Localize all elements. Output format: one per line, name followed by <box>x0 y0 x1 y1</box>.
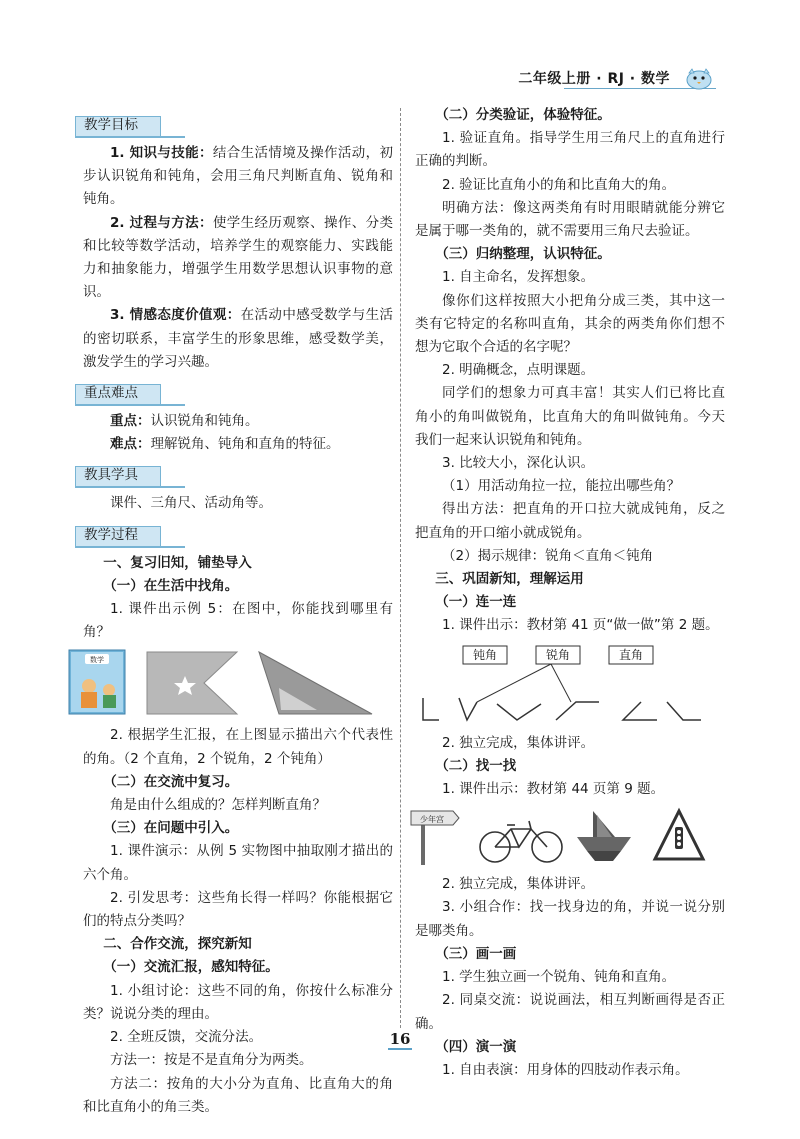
label-acute: 锐角 <box>545 647 571 662</box>
subheading: （三）在问题中引入。 <box>103 820 239 837</box>
section-tag-label: 重点难点 <box>84 385 138 402</box>
paragraph: 1. 课件演示：从例 5 实物图中抽取刚才描出的六个角。 <box>83 843 393 883</box>
page-number <box>383 1030 417 1052</box>
penguin-mascot-icon <box>684 66 714 90</box>
connector-line <box>477 664 551 702</box>
header-title: 二年级上册 · RJ · 数学 <box>518 71 670 87</box>
paragraph: （2）揭示规律：锐角＜直角＜钝角 <box>442 547 654 564</box>
paragraph: （1）用活动角拉一拉，能拉出哪些角？ <box>442 478 681 495</box>
heading-step-3: 三、巩固新知，理解运用 <box>435 571 584 588</box>
book-cover-label: 数学 <box>90 656 104 665</box>
paragraph: 1. 小组讨论：这些不同的角，你按什么标准分类？说说分类的理由。 <box>83 982 393 1022</box>
paragraph: 方法一：按是不是直角分为两类。 <box>110 1052 313 1069</box>
goal-item-2: 2. 过程与方法：使学生经历观察、操作、分类和比较等数学活动，培养学生的观察能力、实践能力和抽象能力，增强学生用数学思想认识事物的意识。 <box>83 214 393 301</box>
angle-obtuse-2 <box>556 702 599 720</box>
paragraph: 1. 验证直角。指导学生用三角尺上的直角进行正确的判断。 <box>415 130 725 170</box>
paragraph: 明确方法：像这两类角有时用眼睛就能分辨它是属于哪一类角的，就不需要用三角尺去验证。 <box>415 199 725 240</box>
paragraph: 同学们的想象力可真丰富！其实人们已将比直角小的角叫做锐角，比直角大的角叫做钝角。今天我们一起来认识锐角和钝角。 <box>415 385 725 448</box>
column-divider <box>400 108 401 1028</box>
paragraph: 角是由什么组成的？怎样判断直角？ <box>110 797 326 814</box>
subheading: （一）交流汇报，感知特征。 <box>103 959 279 976</box>
tangram-boat-icon <box>577 811 631 861</box>
angle-right-1 <box>423 698 439 720</box>
subheading: （一）在生活中找角。 <box>103 577 239 594</box>
subheading: （二）分类验证，体验特征。 <box>435 107 611 123</box>
paragraph: 得出方法：把直角的开口拉大就成钝角，反之把直角的开口缩小就成锐角。 <box>415 501 725 541</box>
bicycle-icon <box>480 821 562 862</box>
label-right: 直角 <box>618 647 644 662</box>
section-tag-label: 教学目标 <box>84 117 138 133</box>
goal-item-3: 3. 情感态度价值观：在活动中感受数学与生活的密切联系，丰富学生的形象思维，感受数学美，激发学生的学习兴趣。 <box>83 307 393 370</box>
heading-step-1: 一、复习旧知，铺垫导入 <box>103 554 252 571</box>
subheading: （二）在交流中复习。 <box>103 773 239 790</box>
paragraph: 方法二：按角的大小分为直角、比直角大的角和比直角小的角三类。 <box>83 1075 393 1115</box>
paragraph: 2. 独立完成，集体讲评。 <box>442 876 595 893</box>
paragraph: 3. 比较大小，深化认识。 <box>442 455 595 472</box>
heading-step-2: 二、合作交流，探究新知 <box>103 936 252 953</box>
paragraph: 1. 课件出示：教材第 41 页“做一做”第 2 题。 <box>442 617 719 634</box>
paragraph: 2. 根据学生汇报，在上图显示描出六个代表性的角。（2 个直角，2 个锐角，2 个钝角） <box>83 727 393 767</box>
paragraph: 3. 小组合作：找一找身边的角，并说一说分别是哪类角。 <box>415 899 725 939</box>
match-angles-diagram <box>401 644 721 726</box>
sign-text: 少年宫 <box>420 815 444 825</box>
paragraph: 2. 同桌交流：说说画法，相互判断画得是否正确。 <box>415 992 725 1032</box>
find-angles-illustration <box>407 807 717 867</box>
connector-line <box>551 664 571 702</box>
paragraph: 1. 自主命名，发挥想象。 <box>442 269 595 286</box>
example-5-figure <box>67 648 393 718</box>
section-tag-label: 教学过程 <box>84 526 138 543</box>
section-tag-process <box>75 526 175 546</box>
traffic-warning-sign-icon <box>655 811 703 859</box>
section-tag-key-points <box>75 384 175 404</box>
key-point: 重点：认识锐角和钝角。 <box>110 413 259 430</box>
find-angles-figure <box>407 807 725 867</box>
goal-item-1: 1. 知识与技能：结合生活情境及操作活动，初步认识锐角和钝角，会用三角尺判断直角、锐角和钝角。 <box>83 145 393 208</box>
running-header <box>494 66 716 92</box>
paragraph: 1. 学生独立画一个锐角、钝角和直角。 <box>442 969 676 986</box>
difficult-point: 难点：理解锐角、钝角和直角的特征。 <box>110 436 340 453</box>
angle-acute-1 <box>459 698 477 720</box>
paragraph: 2. 全班反馈，交流分法。 <box>110 1029 263 1046</box>
subheading: （二）找一找 <box>435 757 517 774</box>
paragraph: 2. 验证比直角小的角和比直角大的角。 <box>442 176 676 193</box>
paragraph: 1. 课件出示：教材第 44 页第 9 题。 <box>442 781 665 798</box>
label-obtuse: 钝角 <box>472 647 498 662</box>
paragraph: 1. 课件出示例 5：在图中，你能找到哪里有角？ <box>83 601 393 641</box>
section-tag-tools <box>75 466 175 486</box>
match-angles-figure <box>401 644 725 726</box>
subheading: （三）归纳整理，认识特征。 <box>435 246 611 263</box>
page-number-text: 16 <box>389 1030 411 1048</box>
tools-text: 课件、三角尺、活动角等。 <box>110 495 272 512</box>
angle-obtuse-3 <box>667 702 701 720</box>
angle-acute-2 <box>623 702 657 720</box>
paragraph: 2. 独立完成，集体讲评。 <box>442 734 595 751</box>
paragraph: 2. 引发思考：这些角长得一样吗？你能根据它们的特点分类吗？ <box>83 889 393 930</box>
paragraph: 1. 自由表演：用身体的四肢动作表示角。 <box>442 1061 689 1078</box>
subheading: （四）演一演 <box>435 1038 517 1055</box>
paragraph: 像你们这样按照大小把角分成三类，其中这一类有它特定的名称叫直角，其余的两类角你们想不想为它取个合适的名字呢？ <box>415 292 725 356</box>
subheading: （一）连一连 <box>435 594 517 611</box>
section-tag-label: 教具学具 <box>84 467 138 484</box>
right-column <box>415 104 725 1082</box>
left-column <box>83 110 393 1119</box>
subheading: （三）画一画 <box>435 945 517 962</box>
example-5-illustration <box>67 648 392 718</box>
angle-obtuse-1 <box>497 704 541 720</box>
paragraph: 2. 明确概念，点明课题。 <box>442 362 595 379</box>
section-tag-goals <box>75 116 175 136</box>
